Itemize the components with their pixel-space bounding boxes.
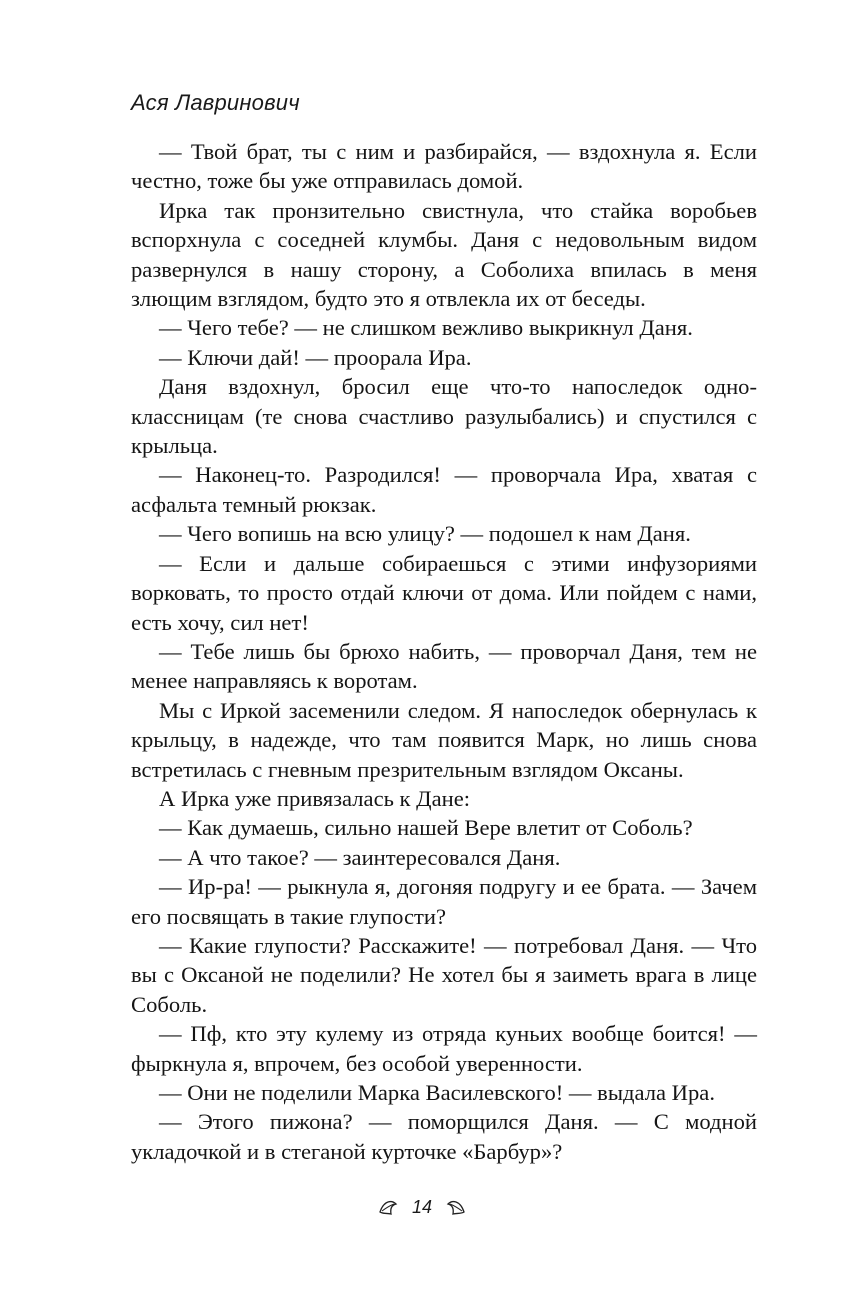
paragraph: — Как думаешь, сильно нашей Вере влетит от Соболь? [159, 815, 693, 841]
paragraph: — А что такое? — заинтересовался Даня. [159, 844, 561, 870]
page-number: 14 [411, 1196, 433, 1217]
paragraph: Даня вздохнул, бросил еще что-то напоследок одноклассницам (те снова счастливо разулыбались) и спустился с крыльца. [131, 374, 757, 459]
paragraph: — Если и дальше собираешься с этими инфузориями ворковать, то просто отдай ключи от дома. Или пойдем с нами, есть хочу, сил нет! [131, 550, 757, 635]
paragraph: — Чего вопишь на всю улицу? — подошел к нам Даня. [159, 521, 691, 547]
paragraph: — Они не поделили Марка Василевского! — выдала Ира. [159, 1080, 715, 1105]
paragraph: Мы с Иркой засеменили следом. Я напоследок обернулась к крыльцу, в надежде, что там появится Марк, но лишь снова встретилась с гневным презрительным взглядом Оксаны. [131, 697, 757, 782]
paragraph: А Ирка уже привязалась к Дане: [159, 785, 471, 811]
running-head-author: Ася Лавринович [131, 90, 300, 115]
paragraph: — Ир-ра! — рыкнула я, догоняя подругу и ее брата. — Зачем его посвящать в такие глупости? [131, 874, 757, 929]
leaf-ornament-icon [444, 1196, 466, 1218]
paragraph: Ирка так пронзительно свистнула, что стайка воробьев вспорхнула с соседней клумбы. Даня с недовольным видом развернулся в нашу сторону, а Соболиха впилась в меня злющим взглядом, будто это я отвлекла их от беседы. [131, 197, 757, 312]
paragraph: — Пф, кто эту кулему из отряда куньих вообще боится! — фыркнула я, впрочем, без особой уверенности. [131, 1021, 757, 1076]
paragraph: — Чего тебе? — не слишком вежливо выкрикнул Даня. [159, 315, 693, 341]
body-text [131, 137, 757, 1166]
paragraph: — Наконец-то. Разродился! — проворчала Ира, хватая с асфальта темный рюкзак. [131, 462, 757, 517]
paragraph: — Какие глупости? Расскажите! — потребовал Даня. — Что вы с Оксаной не поделили? Не хотел бы я заиметь врага в лице Соболь. [131, 932, 757, 1017]
paragraph: — Этого пижона? — поморщился Даня. — С модной укладочкой и в стеганой курточке «Барбур»? [131, 1109, 757, 1164]
paragraph: — Твой брат, ты с ним и разбирайся, — вздохнула я. Если честно, тоже бы уже отправилась домой. [131, 139, 757, 194]
leaf-ornament-icon [378, 1196, 400, 1218]
paragraph: — Тебе лишь бы брюхо набить, — проворчал Даня, тем не менее направляясь к воротам. [131, 638, 757, 694]
page-folio [0, 1196, 844, 1218]
paragraph: — Ключи дай! — проорала Ира. [159, 344, 472, 370]
